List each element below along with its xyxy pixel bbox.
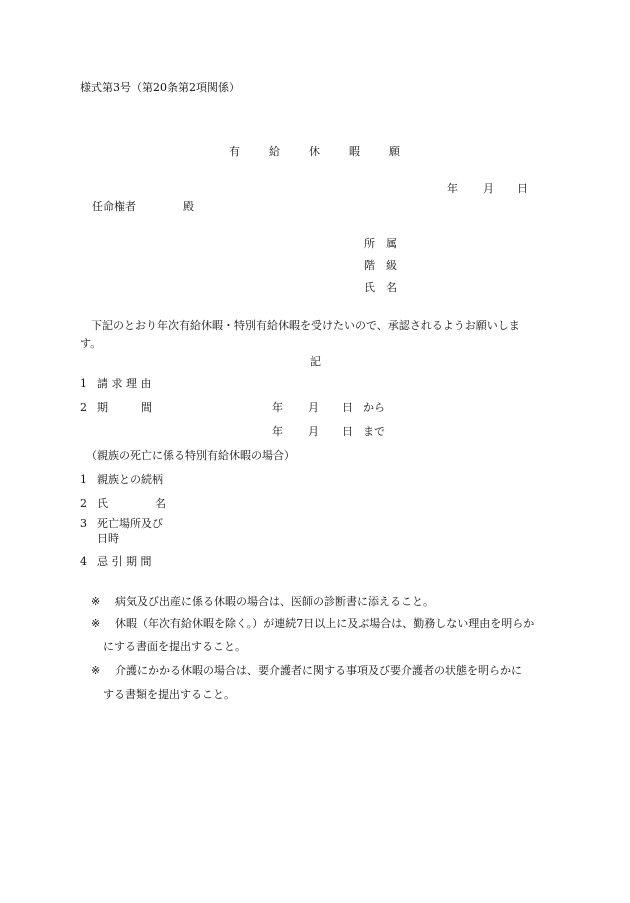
item-number: 2	[80, 401, 87, 414]
mourning-period-label: 忌 引 期 間	[97, 555, 152, 568]
period-to-month: 月	[308, 425, 319, 438]
applicant-name-label: 氏 名	[364, 281, 397, 294]
item-number: 4	[80, 555, 87, 568]
applicant-grade-label: 階 級	[364, 259, 397, 272]
period-to-suffix: まで	[363, 425, 385, 438]
period-label: 期 間	[97, 401, 152, 414]
period-from-year: 年	[272, 401, 283, 414]
title-char: 有	[229, 145, 240, 158]
title-char: 休	[309, 145, 320, 158]
note-mark: ※	[91, 664, 101, 677]
death-datetime-label: 日時	[97, 532, 119, 545]
title-char: 願	[389, 145, 400, 158]
date-year: 年	[447, 182, 458, 195]
deceased-name-label-a: 氏	[97, 497, 108, 510]
note-text: 休暇（年次有給休暇を除く。）が連続7日以上に及ぶ場合は、勤務しない理由を明らか	[115, 617, 535, 630]
form-number: 様式第3号（第20条第2項関係）	[80, 81, 240, 94]
note-text-continued: する書類を提出すること。	[103, 688, 235, 701]
item-number: 2	[80, 497, 87, 510]
relation-label: 親族との続柄	[97, 473, 163, 486]
note-text-continued: にする書面を提出すること。	[103, 640, 246, 653]
death-place-label: 死亡場所及び	[97, 517, 163, 530]
request-text-line1: 下記のとおり年次有給休暇・特別有給休暇を受けたいので、承認されるようお願いしま	[91, 319, 520, 332]
item-number: 1	[80, 473, 87, 486]
note-mark: ※	[91, 617, 101, 630]
date-month: 月	[483, 182, 494, 195]
date-day: 日	[517, 182, 528, 195]
deceased-name-label-b: 名	[155, 497, 166, 510]
title-char: 暇	[349, 145, 360, 158]
period-to-day: 日	[342, 425, 353, 438]
note-mark: ※	[91, 595, 101, 608]
bereavement-heading: （親族の死亡に係る特別有給休暇の場合）	[86, 449, 295, 462]
title-char: 給	[269, 145, 280, 158]
period-from-day: 日	[342, 401, 353, 414]
ki-mark: 記	[310, 355, 321, 368]
item-number: 1	[80, 377, 87, 390]
period-to-year: 年	[272, 425, 283, 438]
item-number: 3	[80, 517, 87, 530]
applicant-affiliation-label: 所 属	[364, 237, 397, 250]
addressee-label: 任命権者	[92, 200, 136, 213]
period-from-month: 月	[308, 401, 319, 414]
reason-label: 請 求 理 由	[97, 377, 152, 390]
note-text: 介護にかかる休暇の場合は、要介護者に関する事項及び要介護者の状態を明らかに	[115, 664, 522, 677]
note-text: 病気及び出産に係る休暇の場合は、医師の診断書に添えること。	[115, 595, 434, 608]
period-from-suffix: から	[363, 401, 385, 414]
addressee-honorific: 殿	[183, 200, 194, 213]
request-text-line2: す。	[80, 337, 102, 350]
